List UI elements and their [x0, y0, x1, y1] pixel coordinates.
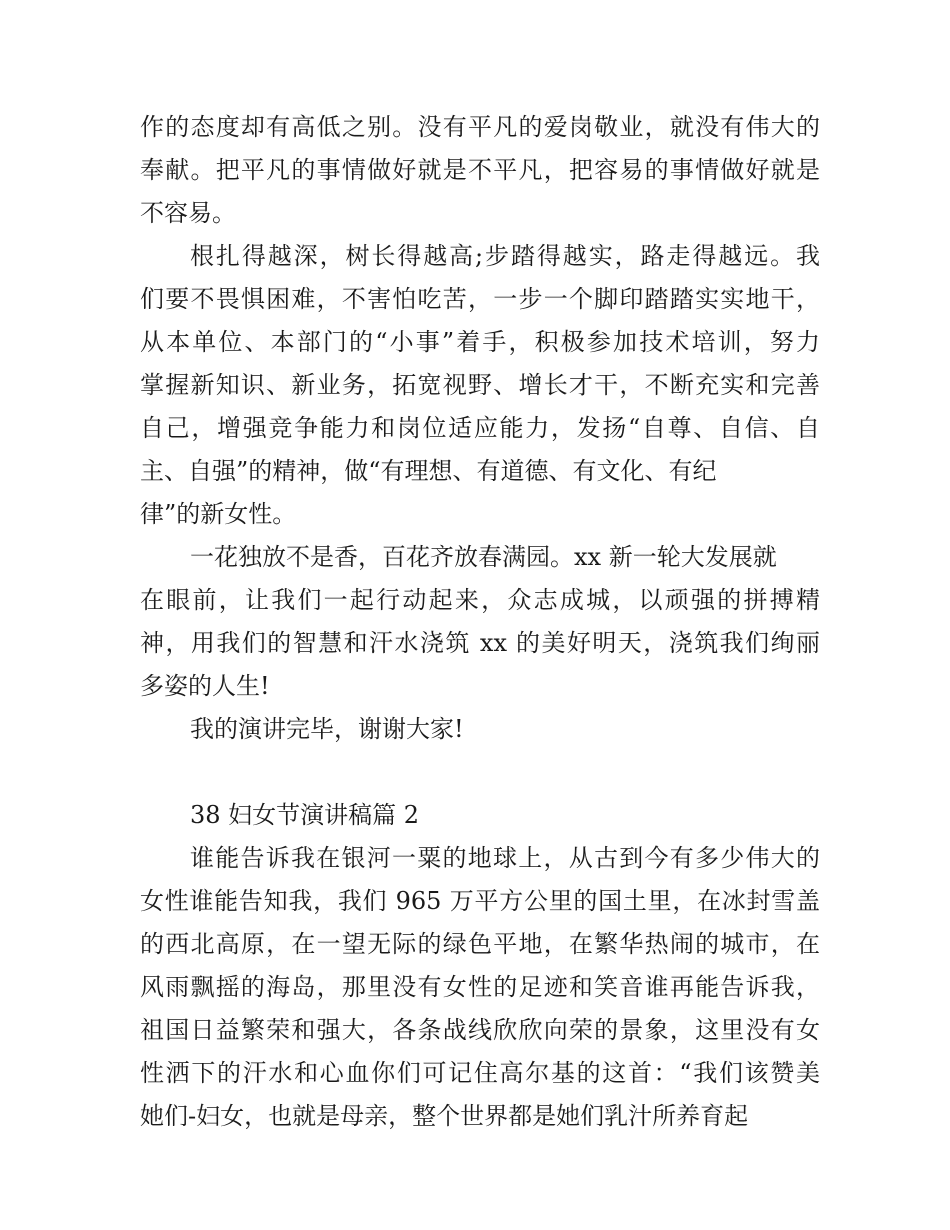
text-line-5: 们要不畏惧困难，不害怕吃苦，一步一个脚印踏踏实实地干，	[140, 285, 820, 313]
text-line-12: 在眼前，让我们一起行动起来，众志成城，以顽强的拼搏精	[140, 586, 820, 614]
text-line-23: 她们-妇女，也就是母亲，整个世界都是她们乳汁所养育起	[140, 1102, 749, 1130]
text-line-19: 的西北高原，在一望无际的绿色平地，在繁华热闹的城市，在	[140, 930, 820, 958]
text-line-7: 掌握新知识、新业务，拓宽视野、增长才干，不断充实和完善	[140, 371, 820, 399]
paragraph-start-line: 谁能告诉我在银河一粟的地球上，从古到今有多少伟大的	[190, 844, 820, 872]
text-line-22: 性洒下的汗水和心血你们可记住高尔基的这首：“我们该赞美	[140, 1059, 820, 1087]
paragraph-start-line: 一花独放不是香，百花齐放春满园。xx 新一轮大发展就	[190, 543, 777, 571]
text-line-10: 律”的新女性。	[140, 500, 297, 528]
text-line-21: 祖国日益繁荣和强大，各条战线欣欣向荣的景象，这里没有女	[140, 1016, 820, 1044]
text-line-3: 不容易。	[140, 199, 236, 227]
text-line-6: 从本单位、本部门的“小事”着手，积极参加技术培训，努力	[140, 328, 820, 356]
paragraph-start-line: 根扎得越深，树长得越高;步踏得越实，路走得越远。我	[190, 242, 820, 270]
section-heading: 38 妇女节演讲稿篇 2	[190, 801, 420, 829]
text-line-20: 风雨飘摇的海岛，那里没有女性的足迹和笑音谁再能告诉我，	[140, 973, 820, 1001]
text-line-8: 自己，增强竞争能力和岗位适应能力，发扬“自尊、自信、自	[140, 414, 820, 442]
text-line-9: 主、自强”的精神，做“有理想、有道德、有文化、有纪	[140, 457, 717, 485]
text-line-14: 多姿的人生!	[140, 672, 270, 700]
text-line-1: 作的态度却有高低之别。没有平凡的爱岗敬业，就没有伟大的	[140, 113, 820, 141]
closing-line: 我的演讲完毕，谢谢大家!	[190, 715, 464, 743]
text-line-13: 神，用我们的智慧和汗水浇筑 xx 的美好明天，浇筑我们绚丽	[140, 629, 820, 657]
text-line-2: 奉献。把平凡的事情做好就是不平凡，把容易的事情做好就是	[140, 156, 820, 184]
text-line-18: 女性谁能告知我，我们 965 万平方公里的国土里，在冰封雪盖	[140, 887, 820, 915]
